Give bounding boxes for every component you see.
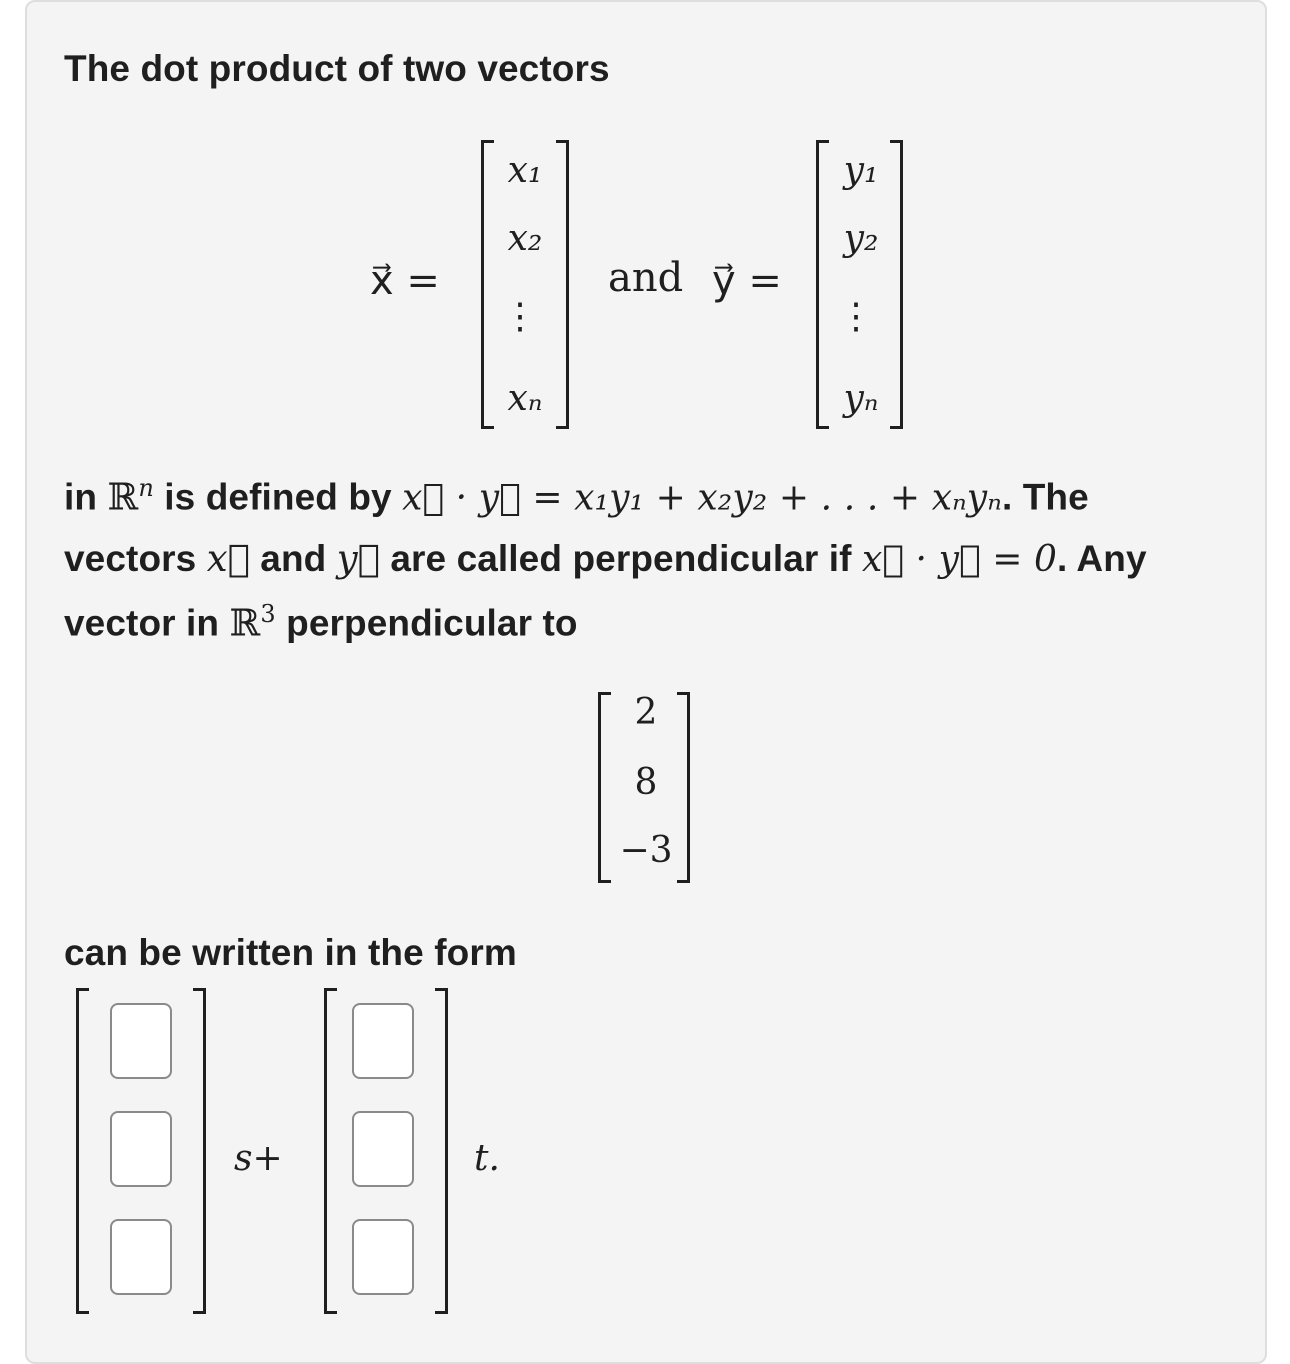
answer-s-component-2[interactable] bbox=[110, 1111, 172, 1187]
text: perpendicular to bbox=[275, 602, 578, 644]
text: . Any bbox=[1057, 538, 1147, 579]
answer-t-component-1[interactable] bbox=[352, 1003, 414, 1079]
question-card bbox=[25, 0, 1267, 1364]
vector-y-entry: y₁ bbox=[843, 150, 879, 191]
text: vector in bbox=[64, 602, 230, 644]
vector-y-lhs: y⃗ = bbox=[712, 258, 782, 304]
t-label: t. bbox=[474, 1138, 500, 1179]
s-plus-label: s+ bbox=[234, 1138, 283, 1179]
math-y: y⃗ bbox=[336, 537, 380, 580]
vector-x-entry: x₁ bbox=[507, 150, 543, 191]
dot-product-formula: x⃗ · y⃗ = x₁y₁ + x₂y₂ + . . . + xₙyₙ bbox=[402, 477, 1002, 519]
superscript: 3 bbox=[260, 600, 276, 628]
answer-t-component-3[interactable] bbox=[352, 1219, 414, 1295]
text: are called perpendicular if bbox=[379, 538, 862, 579]
vector-x-entry: x₂ bbox=[507, 218, 543, 259]
text: is defined by bbox=[153, 476, 403, 518]
text: and bbox=[249, 538, 337, 579]
form-label: can be written in the form bbox=[64, 932, 517, 973]
answer-t-component-2[interactable] bbox=[352, 1111, 414, 1187]
vector-y-vdots: ⋮ bbox=[838, 296, 874, 337]
superscript: n bbox=[138, 474, 154, 502]
and-label: and bbox=[608, 255, 684, 301]
given-vector-entry: 8 bbox=[634, 762, 658, 803]
paragraph-line-3 bbox=[64, 600, 578, 644]
given-vector-entry: −3 bbox=[619, 830, 673, 871]
given-vector-entry: 2 bbox=[634, 692, 658, 733]
paragraph-line-1 bbox=[64, 474, 1089, 518]
answer-s-component-3[interactable] bbox=[110, 1219, 172, 1295]
vector-y-entry: y₂ bbox=[843, 218, 879, 259]
question-title: The dot product of two vectors bbox=[64, 48, 610, 89]
vector-x-entry: xₙ bbox=[507, 378, 543, 419]
answer-s-component-1[interactable] bbox=[110, 1003, 172, 1079]
bracket-right bbox=[193, 988, 206, 1314]
bracket-left bbox=[76, 988, 89, 1314]
text: vectors bbox=[64, 538, 207, 579]
vector-y-entry: yₙ bbox=[843, 378, 879, 419]
perpendicular-condition: x⃗ · y⃗ = 0 bbox=[861, 539, 1058, 580]
text: . The bbox=[1001, 476, 1089, 518]
reals-symbol: ℝ bbox=[229, 601, 261, 645]
reals-symbol: ℝ bbox=[107, 475, 139, 519]
paragraph-line-2 bbox=[64, 537, 1147, 580]
bracket-left bbox=[324, 988, 337, 1314]
bracket-right bbox=[435, 988, 448, 1314]
text: in bbox=[64, 476, 108, 518]
vector-x-vdots: ⋮ bbox=[502, 296, 538, 337]
vector-x-lhs: x⃗ = bbox=[370, 258, 440, 304]
math-x: x⃗ bbox=[206, 537, 250, 580]
